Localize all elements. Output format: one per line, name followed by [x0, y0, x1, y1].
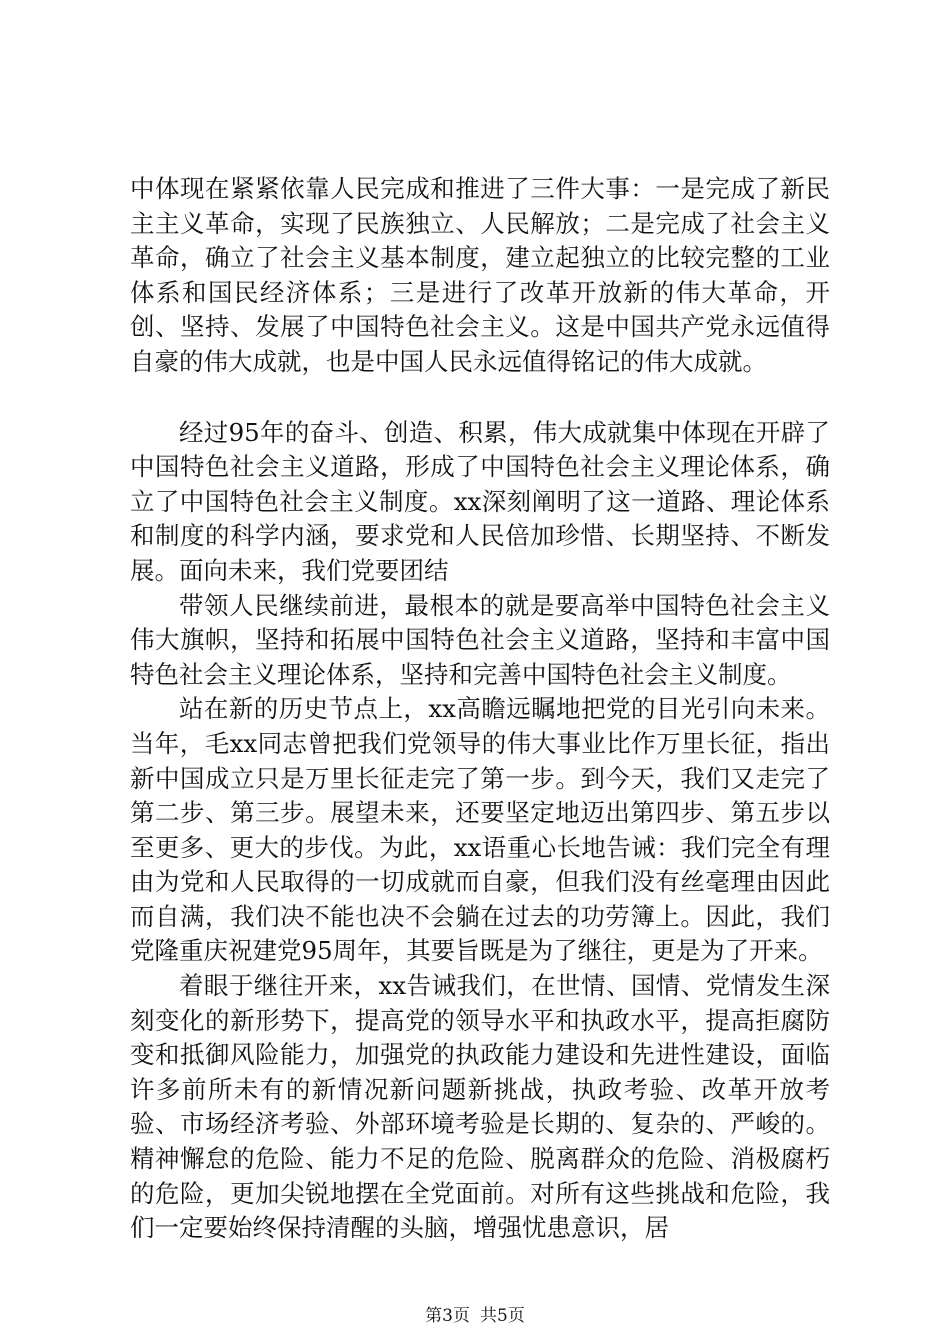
page-footer [0, 1306, 950, 1326]
page-number-current: 第3页 [425, 1306, 470, 1326]
paragraph-5: 着眼于继往开来，xx告诫我们，在世情、国情、党情发生深刻变化的新形势下，提高党的领导水平和执政水平，提高拒腐防变和抵御风险能力，加强党的执政能力建设和先进性建设，面临许多前所未有的新情况新问题新挑战，执政考验、改革开放考验、市场经济考验、外部环境考验是长期的、复杂的、严峻的。精神懈怠的危险、能力不足的危险、脱离群众的危险、消极腐朽的危险，更加尖锐地摆在全党面前。对所有这些挑战和危险，我们一定要始终保持清醒的头脑，增强忧患意识，居 [130, 971, 830, 1243]
page-number-total: 共5页 [480, 1306, 525, 1326]
paragraph-gap [130, 380, 830, 416]
paragraph-1: 中体现在紧紧依靠人民完成和推进了三件大事：一是完成了新民主主义革命，实现了民族独立、人民解放；二是完成了社会主义革命，确立了社会主义基本制度，建立起独立的比较完整的工业体系和国民经济体系；三是进行了改革开放新的伟大革命，开创、坚持、发展了中国特色社会主义。这是中国共产党永远值得自豪的伟大成就，也是中国人民永远值得铭记的伟大成就。 [130, 174, 830, 376]
paragraph-2: 经过95年的奋斗、创造、积累，伟大成就集中体现在开辟了中国特色社会主义道路，形成了中国特色社会主义理论体系，确立了中国特色社会主义制度。xx深刻阐明了这一道路、理论体系和制度的科学内涵，要求党和人民倍加珍惜、长期坚持、不断发展。面向未来，我们党要团结 [130, 417, 830, 585]
document-body [130, 172, 830, 1246]
paragraph-4: 站在新的历史节点上，xx高瞻远瞩地把党的目光引向未来。当年，毛xx同志曾把我们党领导的伟大事业比作万里长征，指出新中国成立只是万里长征走完了第一步。到今天，我们又走完了第二步、第三步。展望未来，还要坚定地迈出第四步、第五步以至更多、更大的步伐。为此，xx语重心长地告诫：我们完全有理由为党和人民取得的一切成就而自豪，但我们没有丝毫理由因此而自满，我们决不能也决不会躺在过去的功劳簿上。因此，我们党隆重庆祝建党95周年，其要旨既是为了继往，更是为了开来。 [130, 694, 830, 966]
paragraph-3: 带领人民继续前进，最根本的就是要高举中国特色社会主义伟大旗帜，坚持和拓展中国特色社会主义道路，坚持和丰富中国特色社会主义理论体系，坚持和完善中国特色社会主义制度。 [130, 590, 830, 689]
